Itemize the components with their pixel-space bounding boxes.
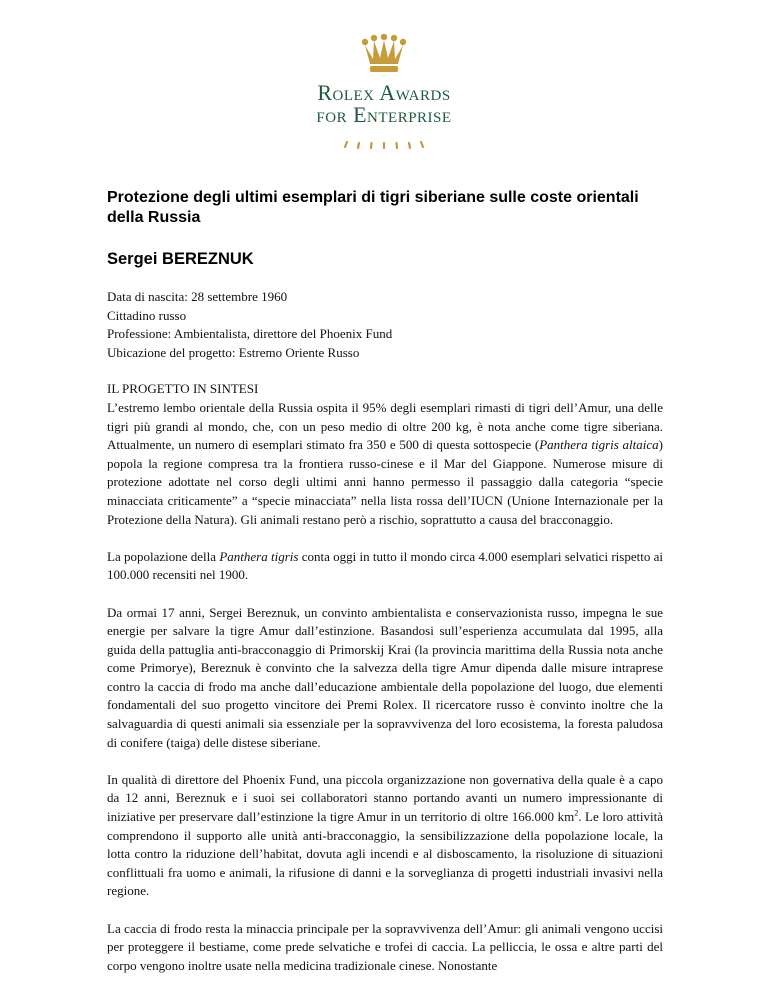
article-text xyxy=(107,380,663,975)
document-title: Protezione degli ultimi esemplari di tigri siberiane sulle coste orientali della Russia xyxy=(107,189,639,226)
document-body xyxy=(107,188,663,975)
text-run: In qualità di direttore del Phoenix Fund, una piccola organizzazione non governativa della quale è a capo da 12 anni, Bereznuk e i suoi sei collaboratori stanno portando avanti un numero impressionante di iniziative per preservare dall’estinzione la tigre Amur in un territorio di oltre 166.000 km xyxy=(107,771,663,825)
paragraph-phoenix-fund xyxy=(107,771,663,901)
author-name: Sergei BEREZNUK xyxy=(107,250,254,268)
rolex-awards-logo xyxy=(0,34,768,150)
crown-icon xyxy=(361,34,407,74)
text-run: La popolazione della xyxy=(107,548,220,564)
species-name: Panthera tigris xyxy=(219,548,299,564)
section-heading: IL PROGETTO IN SINTESI xyxy=(107,381,259,397)
paragraph-summary xyxy=(107,399,663,529)
species-name: Panthera tigris altaica xyxy=(539,437,659,453)
text-run: conta oggi in tutto il mondo circa 4.000 esemplari selvatici rispetto ai 100.000 recensiti nel 1900. xyxy=(107,548,663,583)
author-details xyxy=(107,288,663,362)
paragraph-population xyxy=(107,548,663,585)
logo-text-line2: for Enterprise xyxy=(316,102,452,127)
profession: Professione: Ambientalista, direttore del Phoenix Fund xyxy=(107,326,393,342)
paragraph-poaching: La caccia di frodo resta la minaccia principale per la sopravvivenza dell’Amur: gli animali vengono uccisi per proteggere il bestiame, come prede selvatiche e trofei di caccia. La pelliccia, le ossa e altre parti del corpo vengono inoltre usate nella medicina tradizionale cinese. Nonostante xyxy=(107,920,663,973)
project-location: Ubicazione del progetto: Estremo Oriente Russo xyxy=(107,344,360,360)
text-run: . Le loro attività comprendono il supporto alle unità anti-bracconaggio, la sensibilizzazione della popolazione locale, la lotta contro la riduzione dell’habitat, dovuta agli incendi e al disboscamento, la risoluzione di situazioni conflittuali fra uomo e animali, la rifusione di danni e la sorveglianza di progetti industriali invasivi nella regione. xyxy=(107,809,663,899)
paragraph-bereznuk: Da ormai 17 anni, Sergei Bereznuk, un convinto ambientalista e conservazionista russo, impegna le sue energie per salvare la tigre Amur dall’estinzione. Basandosi sull’esperienza accumulata dal 1995, alla guida della pattuglia anti-bracconaggio di Primorskij Krai (la provincia marittima della Russia nota anche come Primorye), Bereznuk è convinto che la salvezza della tigre Amur dipenda dalle misure intraprese contro la caccia di frodo ma anche dall’educazione ambientale della popolazione del luogo, due elementi fondamentali del suo progetto vincitore dei Premi Rolex. Il ricercatore russo è convinto inoltre che la salvaguardia di questi animali sia essenziale per la sopravvivenza del loro ecosistema, la foresta paludosa di conifere (taiga) delle distese siberiane. xyxy=(107,604,663,750)
logo-text-line1: Rolex Awards xyxy=(317,80,451,105)
text-run: ) popola la regione compresa tra la frontiera russo-cinese e il Mar del Giappone. Numerose misure di protezione adottate nel corso degli ultimi anni hanno permesso il passaggio dalla categoria “specie minacciata criticamente” a “specie minacciata” nella lista rossa dell’IUCN (Unione Internazionale per la Protezione della Natura). Gli animali restano però a rischio, soprattutto a causa del bracconaggio. xyxy=(107,437,663,527)
decorative-ticks xyxy=(339,136,429,150)
birth-date: Data di nascita: 28 settembre 1960 xyxy=(107,289,288,304)
superscript: 2 xyxy=(574,808,579,818)
citizenship: Cittadino russo xyxy=(107,307,187,323)
text-run: L’estremo lembo orientale della Russia ospita il 95% degli esemplari rimasti di tigri dell’Amur, una delle tigri più grandi al mondo, che, con un peso medio di oltre 200 kg, è nota anche come tigre siberiana. Attualmente, un numero di esemplari stimato fra 350 e 500 di questa sottospecie ( xyxy=(107,399,663,453)
